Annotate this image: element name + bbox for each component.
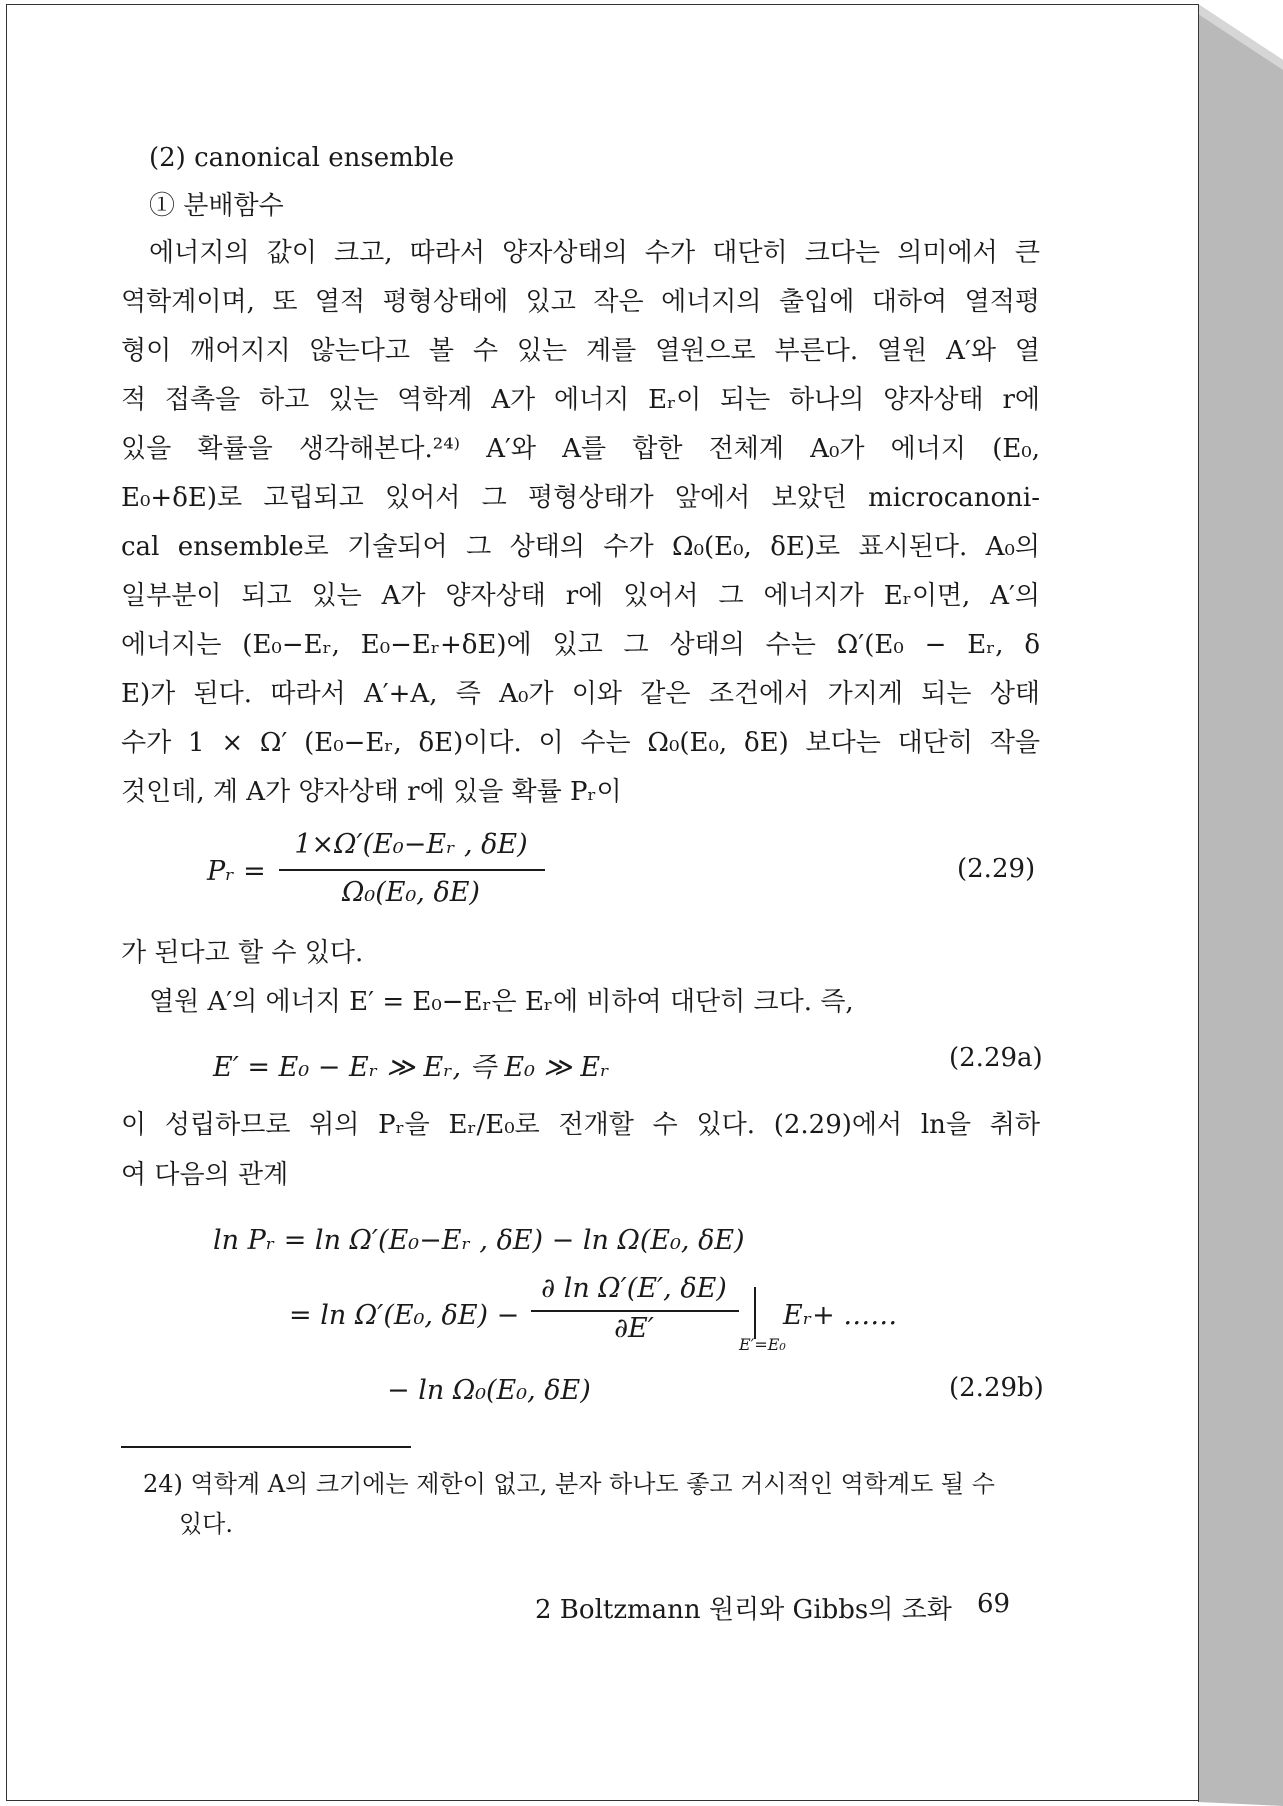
footnote-rule [121, 1446, 411, 1448]
derivative-numerator: ∂ ln Ω′(E′, δE) [541, 1273, 727, 1304]
fraction-bar [279, 869, 545, 871]
text-line: 열원 A′의 에너지 E′ = E₀−Eᵣ은 Eᵣ에 비하여 대단히 크다. 즉, [149, 987, 854, 1017]
text-line: 여 다음의 관계 [121, 1160, 289, 1190]
evaluation-subscript: E′=E₀ [739, 1335, 786, 1354]
section-heading: (2) canonical ensemble [149, 143, 455, 173]
text-line: 적 접촉을 하고 있는 역학계 A가 에너지 Eᵣ이 되는 하나의 양자상태 r에 [121, 385, 1040, 415]
text-line: 수가 1 × Ω′ (E₀−Eᵣ, δE)이다. 이 수는 Ω₀(E₀, δE) 보다는 대단히 작을 [121, 728, 1040, 758]
text-line: 에너지는 (E₀−Eᵣ, E₀−Eᵣ+δE)에 있고 그 상태의 수는 Ω′(E₀ − Eᵣ, δ [121, 630, 1040, 660]
footnote-line: 24) 역학계 A의 크기에는 제한이 없고, 분자 하나도 좋고 거시적인 역학계도 될 수 [143, 1470, 995, 1498]
text-line: E)가 된다. 따라서 A′+A, 즉 A₀가 이와 같은 조건에서 가지게 되는 상태 [121, 679, 1040, 709]
equation-number: (2.29) [957, 854, 1036, 884]
derivative-denominator: ∂E′ [614, 1313, 654, 1344]
equation-number: (2.29b) [949, 1373, 1044, 1403]
equation-body: E′ = E₀ − Eᵣ ≫ Eᵣ, 즉 E₀ ≫ Eᵣ [213, 1052, 610, 1083]
subsection-heading: ① 분배함수 [149, 191, 284, 221]
equation-line-3: − ln Ω₀(E₀, δE) [387, 1375, 591, 1406]
text-line: 가 된다고 할 수 있다. [121, 938, 364, 968]
text-line: 형이 깨어지지 않는다고 볼 수 있는 계를 열원으로 부른다. 열원 A′와 열 [121, 336, 1040, 366]
book-page-edge [1198, 0, 1283, 1806]
text-line: 역학계이며, 또 열적 평형상태에 있고 작은 에너지의 출입에 대하여 열적평 [121, 287, 1040, 317]
text-line: cal ensemble로 기술되어 그 상태의 수가 Ω₀(E₀, δE)로 표시된다. A₀의 [121, 532, 1040, 562]
equation-line-2-suffix: Eᵣ+ …… [783, 1300, 898, 1331]
text-line: E₀+δE)로 고립되고 있어서 그 평형상태가 앞에서 보았던 microcanoni- [121, 483, 1040, 513]
equation-lhs: Pᵣ = [207, 856, 266, 887]
equation-number: (2.29a) [949, 1043, 1043, 1073]
equation-line-2-prefix: = ln Ω′(E₀, δE) − [289, 1300, 520, 1331]
fraction-denominator: Ω₀(E₀, δE) [342, 877, 480, 908]
running-title: 2 Boltzmann 원리와 Gibbs의 조화 [535, 1595, 952, 1625]
book-page [6, 4, 1199, 1801]
fraction-numerator: 1×Ω′(E₀−Eᵣ , δE) [294, 829, 528, 860]
text-line: 것인데, 계 A가 양자상태 r에 있을 확률 Pᵣ이 [121, 777, 622, 807]
derivative-bar [531, 1310, 739, 1312]
evaluation-bar [754, 1287, 756, 1339]
text-line: 일부분이 되고 있는 A가 양자상태 r에 있어서 그 에너지가 Eᵣ이면, A′의 [121, 581, 1040, 611]
page-number: 69 [977, 1589, 1011, 1619]
footnote-line: 있다. [179, 1510, 233, 1538]
text-line: 에너지의 값이 크고, 따라서 양자상태의 수가 대단히 크다는 의미에서 큰 [149, 238, 1040, 268]
text-line: 있을 확률을 생각해본다.²⁴⁾ A′와 A를 합한 전체계 A₀가 에너지 (E₀, [121, 434, 1040, 464]
text-line: 이 성립하므로 위의 Pᵣ을 Eᵣ/E₀로 전개할 수 있다. (2.29)에서 ln을 취하 [121, 1110, 1040, 1140]
equation-line-1: ln Pᵣ = ln Ω′(E₀−Eᵣ , δE) − ln Ω(E₀, δE) [213, 1225, 745, 1256]
